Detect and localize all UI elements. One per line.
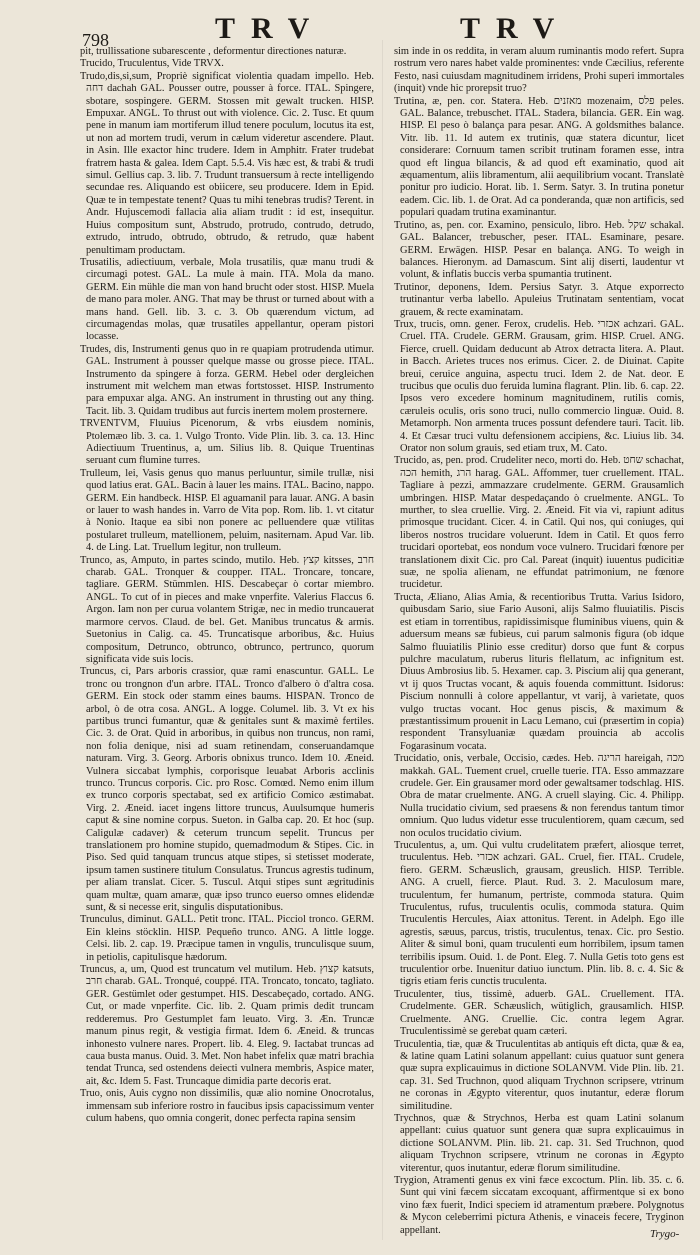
page-number: 798 <box>82 30 109 50</box>
running-head-right: TRV <box>460 12 571 45</box>
entry-trulleum: Trulleum, lei, Vasis genus quo manus perluuntur, simile trullæ, nisi quod latius erat. GAL. Bacin à lauer les mains. ITAL. Bacino, nappo. GERM. Ein handbeck. HISP. El aguamanil para lauar. ANG. A basin or lauer to wash handes in. Varro de Vita pop. Rom. lib. 1. vt citatur à Nonio. Itaque ea sibi non ponere ac pelluendere quæ vtilitas postularet trulleum, matellionem, peluim, nasiternam. Apud Var. lib. 4. de Ling. Lat. Truellum legitur, non trulleum. <box>80 467 374 554</box>
entry-tructa: Tructa, Æliano, Alias Amia, & recentioribus Trutta. Varius Isidoro, quibusdam Sario, siue Fario Ausoni, alijs Salmo fluuiatilis. Piscis est etiam in torrentibus, rapidissimisque fluminibus viuens, quin & aduersum means sæ fubieus, cui parum salmonis figura (ob idque Salmo fluuiatilis Plinio esse creditur) dorso que funt & corpus pulchre maculatum, ruberus lituris flellatum, ac infignitum est. Diuus Ambrosius lib. 5. Hexamer. cap. 3. Piscium alij qua generant, vt ij quos Tructas vocant, & aquis fouenda committunt. Isidorus: Piscium nonnulli à colore appellantur, vt varij, à varietate, quos vulgo tructas vocant. Hoc genus piscis, & maximum & præstantissimum prouenit in Lacu Lemano, cui (præsertim in copia) respondent Transyluaniæ quædam prouincia ab accolis Fogarasinum vocata. <box>394 591 684 752</box>
entry-trucidatio: Trucidatio, onis, verbale, Occisio, cædes. Heb. הריגה hareigah, מכה makkah. GAL. Tuement cruel, cruelle tuerie. ITA. Esso ammazzare crudele. Ger. Ein grausamer mord oder gewaltsamer todschlag. HIS. Obra de matar cruelmente. ANG. A cruell slaying. Cic. 4. Philipp. Nulla trucidatio civium, sed praesens & non ferendus tantum timor omnium. Quo ludus videtur esse truculentiorem, quam cæcum, sed non oculos trucidatio civium. <box>394 753 684 839</box>
entry-truncus-adj: Truncus, a, um, Quod est truncatum vel mutilum. Heb. קצוץ katsuts, חרב charab. GAL. Tronqué, couppé. ITA. Troncato, toncato, tagliato. GER. Gestümlet oder gestumpet. HIS. Descabeçado, cortado. ANG. Cut, or made vnperfite. Cic. lib. 2. Quam primis dedit truncam redderemus. Pro Gestumplet fam leuato. Virg. 3. Æn. Truncæ manum pinus regit, & vestigia firmat. Idem 6. Æneid. & truncas inhonesto vulnere nares. Propert. lib. 4. Eleg. 9. Iactabat truncas ad caua busta manus. Ouid. 3. Met. Non habet infelix quæ matri brachia tendat Trunca, sed ostendens deiecti vulnera membris, Aspice mater, ait, &c. Idem 5. Fast. Truncaque dimidia parte decoris erat. <box>80 964 374 1087</box>
entry-trutinor: Trutinor, deponens, Idem. Persius Satyr. 3. Atque exporrecto trutinantur verba labello. Apuleius Trutinatam sententiam, vocat grauem, & recte examinatam. <box>394 281 684 318</box>
entry-trusatilis: Trusatilis, adiectiuum, verbale, Mola trusatilis, quæ manu trudi & circumagi potest. GAL. La mule à main. ITA. Mola da mano. GERM. Ein mühle die man von hand brucht oder stost. HISP. Muela de mano para moler. ANG. That may be thrust or turned about with a mans hand. Gell. lib. 3. c. 3. Ob quærendum victum, ad circumagendas molas, quæ trusatiles appellantur, operam pistori locasse. <box>80 256 374 343</box>
entry-trudes: Trudes, dis, Instrumenti genus quo in re quapiam protrudenda utimur. GAL. Instrument à pousser quelque masse ou grosse piece. ITAL. Instrumento da spingere à forza. GERM. Hebel oder dergleichen instrument mit welchem man etwas fortstosset. HISP. Instrumento para empuxar alga. ANG. An instrument in thrusting out any thing. Tacit. lib. 3. Quidam trudibus aut furcis inertem molem prosternere. <box>80 343 374 417</box>
left-column <box>80 46 374 1241</box>
entry-trunculus: Trunculus, diminut. GALL. Petit tronc. ITAL. Picciol tronco. GERM. Ein kleins stöcklin. HISP. Pequeño trunco. ANG. A little logge. Celsi. lib. 2. cap. 19. Præcipue tamen in vngulis, trunculisque suum, in petiolis, capitulisque hædorum. <box>80 914 374 963</box>
entry-truncus-noun: Truncus, ci, Pars arboris crassior, quæ rami enascuntur. GALL. Le tronc ou trongnon d'un arbre. ITAL. Tronco d'albero ò d'altra cosa. GERM. Ein stock oder stamm eines baums. HISPAN. Tronco de arbol, ò de otra cosa. ANGL. A logge. Columel. lib. 3. Vt ex his partibus trunci fumantur, quæ & genitales sunt & maximè fertiles. Cic. 3. de Orat. Quid in arboribus, in quibus non truncus, non rami, non folia denique, nisi ad suam retinendam, conseruandamque naturam. Virg. 3. Georg. Arboris obnixus trunco. Idem 10. Æneid. Vulnera siccabat lymphis, corporisque leuabat Arboris acclinis trunco. Truncus corporis. Cic. pro Rosc. Comœd. Nemo enim illum ex trunco corporis spectabat, sed ex artificio Comico æstimabat. Virg. 2. Æneid. iacet ingens littore truncus, Auulsumque humeris caput & sine nomine corpus. Sueton. in Galba cap. 20. Et hoc (sup. Caligulæ cadaver) & ceterum truncum sepelit. Truncus per translationem pro homine stupido, quemadmodum & Stipes. Cic. in Piso. Sed quid tanquam truncus atque stipes, si stetisset moderate, ipsum tamen sustinere titulum Consulatus. Truncus agrestis tudinum, per aliam translat. Cicer. 5. Tuscul. Atqui stipes sunt ægritudinis quam multæ, quam amaræ, quæ ipso trunco euerso omnes elidendæ sunt, & si necesse erit, singulis disputationibus. <box>80 666 374 914</box>
entry-trutino: Trutino, as, pen. cor. Examino, pensiculo, libro. Heb. שקל schakal. GAL. Balancer, trebuscher, peser. ITAL. Esaminare, pesare. GERM. Erwägen. HISP. Pesar en balança. ANG. To weigh in balances. Hieronym. ad Damascum. Sint alij diserti, laudentur vt volunt, & inflatis buccis verba spumantia trutinent. <box>394 219 684 281</box>
entry-trygion: Trygion, Atramenti genus ex vini fæce excoctum. Plin. lib. 35. c. 6. Sunt qui vini fæcem siccatam excoquant, affirmentque si ex bono vino fæx fuerit, Indici speciem id atramentum præbere. Polygnotus & Mycon celeberrimi pictura Athenis, e vinaceis fecere, Tryginon appellant. <box>394 1174 684 1236</box>
entry-trunco: Trunco, as, Amputo, in partes scindo, mutilo. Heb. קצץ kitsses, חרב charab. GAL. Tronquer & coupper. ITAL. Troncare, toncare, tagliare. GERM. Stümmlen. HIS. Descabeçar ò cortar miembro. ANGL. To cut of in pieces and make vnperfite. Valerius Flaccus 6. Argon. Iam non per curua volantem Strigæ, nec in medio truncauerat marmore cervos. Claud. de bel. Get. Manibus truncatus & armis. Suetonius in Calig. ca. 45. Truncatisque arboribus, &c. Huius compositum, Detrunco, obtrunco, obtrunco, pertrunco, quorum significata vide suis locis. <box>80 554 374 665</box>
entry-trucido: Trucido, as, pen. prod. Crudeliter neco, morti do. Heb. שחט schachat, הכה hemith, הרג harag. GAL. Affommer, tuer cruellement. ITAL. Tagliare à pezzi, ammazzare crudelmente. GERM. Grausamlich umbringen. HISP. Matar despedaçando ò cruelmente. ANGL. To murther, to slea cruellie. Virg. 2. Æneid. Fit via vi, rapiunt aditus primosque trucidant. Cicer. 4. in Catil. Qui nos, qui coniuges, qui liberos nostros trucidare voluerunt. Idem in Catil. Et quos ferro trucidari oportebat, eos nondum voce vulnero. Trucidari fœnore per translationem dixit Cic. pro Cal. Pareat (inquit) iuuentus pudicitiæ suæ, ne spolia alienam, ne effundat patrimonium, ne fœnore trucidetur. <box>394 455 684 591</box>
entry-truculenter: Truculenter, tius, tissimè, aduerb. GAL. Cruellement. ITA. Crudelmente. GER. Schæuslich, wütiglich, grausamlich. HISP. Cruelmente. ANG. Cruellie. Cic. contra legem Agrar. Truculentissimè se gerebat quam cæteri. <box>394 988 684 1038</box>
column-gutter <box>382 40 383 1240</box>
entry-continuation: sim inde in os reddita, in veram aluum ruminantis modo refert. Supra rostrum vero nares habet valde prominentes: vnde Cæcilius, referente Festo, nasi cuiusdam magnitudinem irridens, Prohi superi immortales (inquit) vnde hic prorepsit truo? <box>394 46 684 95</box>
entry-trutina: Trutina, æ, pen. cor. Statera. Heb. מאזנים mozenaim, פלס peles. GAL. Balance, trebuschet. ITAL. Stadera, bilancia. GER. Ein wag. HISP. El peso ò balança para pesar. ANG. A goldsmithes balance. Vitr. lib. 11. Id autem ex trutinis, quæ statera dicuntur, licet considerare: Cornuum tamen scribit trutinam foramen esse, intra quod eft lingua bilancis, & ad quod eft examinatio, quod ait æquamentum, aliis libramentum, alii aequilibrium vocant. Translatè ponitur pro iudicio. Horat. lib. 1. Serm. Satyr. 3. In trutina ponetur eadem. Cic. lib. 1. de Orat. Ad ca ponderanda, quæ non artificis, sed populari quadam trutina examinantur. <box>394 95 684 219</box>
entry-truentum: TRVENTVM, Fluuius Picenorum, & vrbs eiusdem nominis, Ptolemæo lib. 3. ca. 1. Vulgo Tronto. Vide Plin. lib. 3. ca. 13. Hinc Adiectiuum Truentinus, a, um. Silius lib. 8. Quique Truentinas seruant cum flumine turres. <box>80 418 374 467</box>
entry-trux: Trux, trucis, omn. gener. Ferox, crudelis. Heb. אכזרי achzari. GAL. Cruel. ITA. Crudele. GERM. Grausam, grim. HISP. Cruel. ANG. Fierce, cruell. Quidam deducunt ab Atrox detracta litera. A. Plaut. in Bacch. Arietes truces nos erimus. Cicer. 2. de Diuinat. Capite breui, ceruice anguina, aspectu truci. Idem 2. de Nat. deor. E trucibus que oculis duo feruida lumina flagrant. Plin. lib. 6. cap. 22. Ipsos vero excedere hominum magnitudinem, rutilis comis, cæruleis oculis, oris sono truci, nullo commercio linguæ. Ouid. 8. Metamorph. Non armenta truces possunt defendere tauri. Tacit. lib. 4. Et Cæsar truci vultu defensionem accipiens, &c. Liuius lib. 34. Orator non solum grauis, sed etiam trux, M. Cato. <box>394 318 684 454</box>
entry-truo: Truo, onis, Auis cygno non dissimilis, quæ alio nomine Onocrotalus, immensam sub inferiore rostro in faucibus ipsis capacissimum venter culum habens, quo omnia congerit, donec perfecta rapina sensim <box>80 1088 374 1124</box>
entry-truculentus: Truculentus, a, um. Qui vultu crudelitatem præfert, aliosque terret, truculentus. Heb. אכזרי achzari. GAL. Cruel, fier. ITAL. Crudele, fiero. GERM. Schæuslich, grausam, greuslich. HISP. Terrible. ANG. A cruell, fierce. Plaut. Rud. 3. 2. Maculosum mare, truculentum, fer humanum, pertriste, commoda statura. Quim Truculentus, rufus, truculentis oculis, commoda statura. Quim Truculentis Hercules, Aiax attonitus. Terent. in Adelph. Ego ille agrestis, sæuus, parcus, tristis, truculentus, tenax. Cic. pro Sestio. Aliter & simul boni, quam truculenti eum horribilem, ipsum tamen terribilis ipsum. Ouid. 1. de Pont. Eleg. 7. Nulla Getis toto gens est truculentior orbe. Inuenitur datiuo iunctum. Plin. lib. 8. c. 4. Sic & tigris etiam feris cunctis truculenta. <box>394 840 684 988</box>
entry-trychnos: Trychnos, quæ & Strychnos, Herba est quam Latini solanum appellant: cuius quatuor sunt genera quæ supra explicauimus in dictione SOLANVM. Plin. lib. 21. cap. 31. Sed Truchnon, quod aliquam Trychnon scripsere, vtrinum ne coronas in Ægypto viterentur, quos inutantur, ederæ florum similitudine. <box>394 1112 684 1174</box>
catchword: Trygo- <box>650 1228 680 1240</box>
entry-truculentia: Truculentia, tiæ, quæ & Truculentitas ab antiquis eft dicta, quæ & ea, & latine quam Latini solanum appellant: cuius quatuor sunt genera quæ supra explicauimus in dictione SOLANVM. Vide Plin. lib. 21. cap. 31. Sed Truchnon, quod aliquam Trychnon scripsere, vtrinum ne coronas in Ægypto viterentur, quos inutantur, ederæ florum similitudine. <box>394 1038 684 1112</box>
entry-trucido-xref: Trucido, Truculentus, Vide TRVX. <box>80 58 224 70</box>
running-head-left: TRV <box>215 12 326 45</box>
right-column <box>394 46 684 1241</box>
entry-continuation: pit, trullissatione subarescente , deformentur directiones naturæ. <box>80 46 347 57</box>
entry-trudo: Trudo,dis,si,sum, Propriè significat violentia quadam impello. Heb. דחה dachah GAL. Pousser outre, pousser à force. ITAL. Spingere, sbotare, sospingere. GERM. Stossen mit gewalt trucken. HISP. Empuxar. ANGL. To thrust out with violence. Cic. 2. Tusc. Et quum pene in manum iam mortiferum illud tenere poculum, locutus ita est, ut non ad mortem trudi, verum in cælum videretur ascendere. Plaut. in Asin. Ille exactor hinc trudere. Idem in Amphitr. Frater trudebat fratrem hasta & galea. Idem Capt. 5.5.4. Vis hæc est, & trabi & trudi simul. Gellius cap. 3. lib. 7. Trudunt transuersum à recte intelligendo secundae res. Aliquando est obiicere, seu producere. Idem in Epid. Quæ te in tempestate tenent? Quas tu mihi tenebras trudis? Terent. in Andr. Hujuscemodi fallacia alia aliam trudit : id est, insequitur. Huius compositum sunt, Abstrudo, protrudo, contrudo, detrudo, extrudo, intrudo, obtrudo, obtrudo, & retrudo, quæ habent penultimam productam. <box>80 70 374 256</box>
